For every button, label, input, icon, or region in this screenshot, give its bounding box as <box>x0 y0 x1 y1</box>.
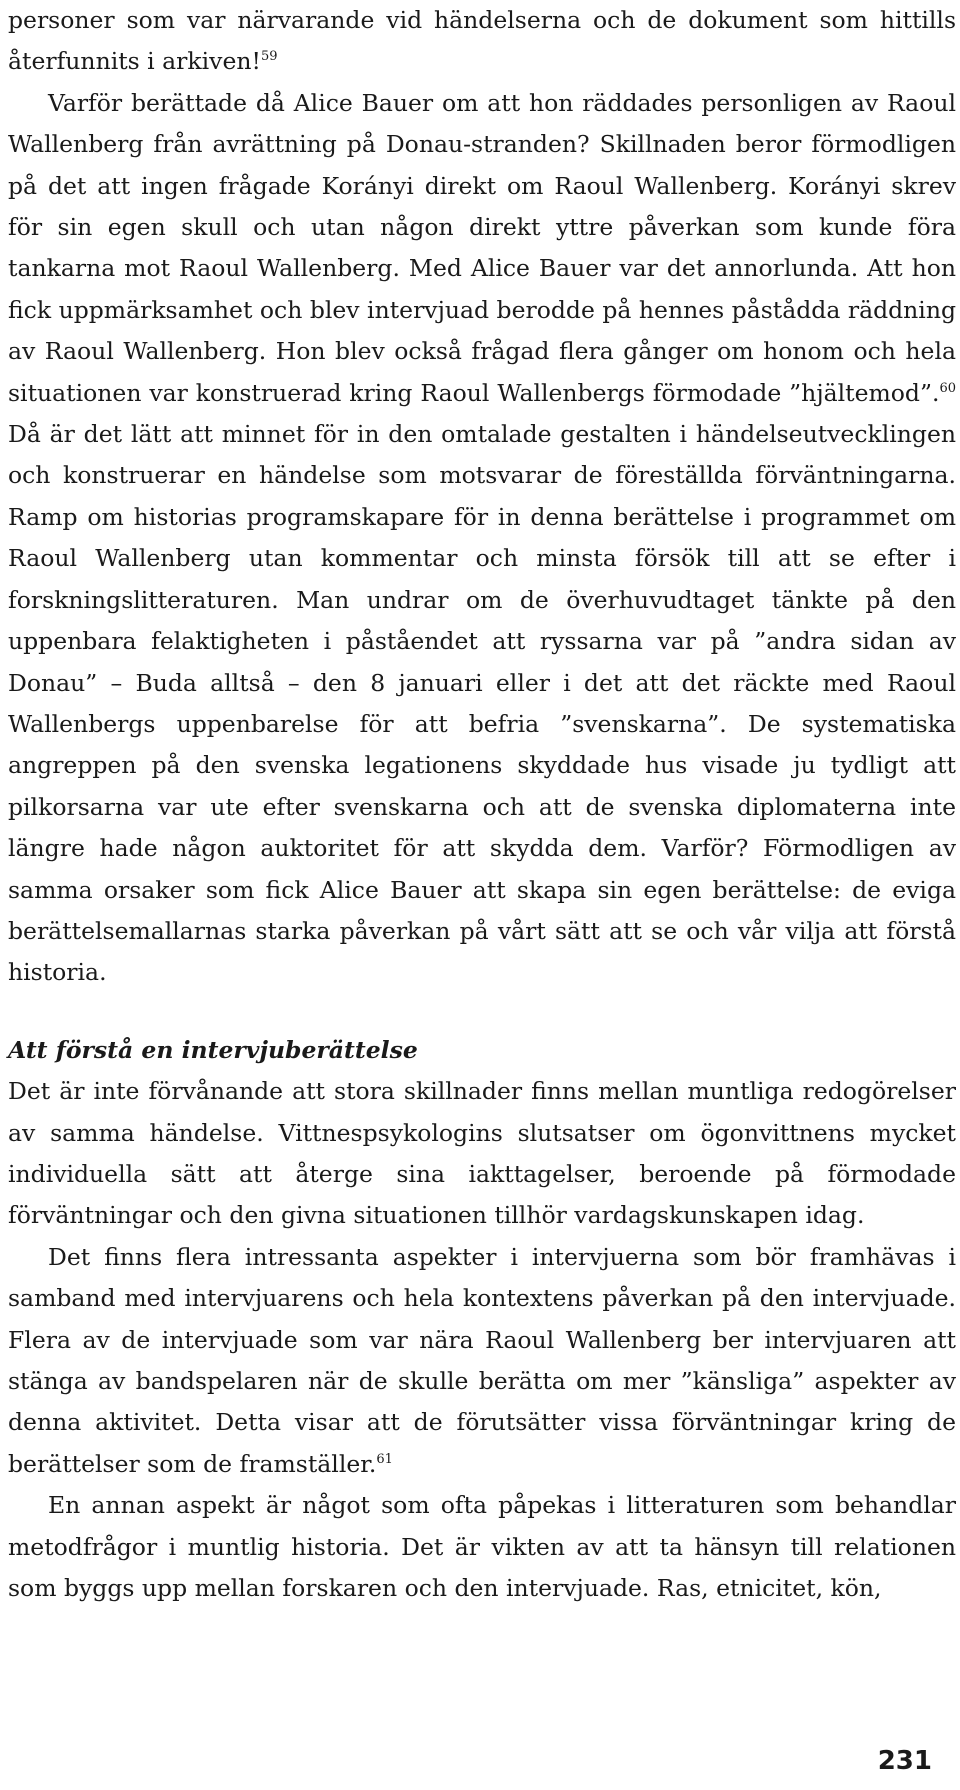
paragraph-differences: Det är inte förvånande att stora skillnader finns mellan muntliga redogörelser av samma händelse. Vittnespsykologins slutsatser om ögonvittnens mycket individuella sätt att återge sina iakttagelser, beroende på förmodade förväntningar och den givna situationen tillhör vardagskunskapen idag. <box>8 1077 956 1230</box>
paragraph-relation: En annan aspekt är något som ofta påpekas i litteraturen som behandlar metodfrågor i muntlig historia. Det är vikten av att ta hänsyn till relationen som byggs upp mellan forskaren och den intervjuade. Ras, etnicitet, kön, <box>8 1491 956 1603</box>
paragraph-aspects <box>8 1237 956 1485</box>
paragraph-text: personer som var närvarande vid händelserna och de dokument som hittills återfunnits i arkiven! <box>8 6 956 76</box>
paragraph-text: Då är det lätt att minnet för in den omtalade gestalten i händelseutvecklingen och konstruerar en händelse som motsvarar de föreställda förväntningarna. Ramp om historias programskapare för in denna berättelse i programmet om Raoul Wallenberg utan kommentar och minsta försök till att se efter i forskningslitteraturen. Man undrar om de överhuvudtaget tänkte på den uppenbara felaktigheten i påståendet att ryssarna var på ”andra sidan av Donau” – Buda alltså – den 8 januari eller i det att det räckte med Raoul Wallenbergs uppenbarelse för att befria ”svenskarna”. De systematiska angreppen på den svenska legationens skyddade hus visade ju tydligt att pilkorsarna var ute efter svenskarna och att de svenska diplomaterna inte längre hade någon auktoritet för att skydda dem. Varför? Förmodligen av samma orsaker som fick Alice Bauer att skapa sin egen berättelse: de eviga berättelsemallarnas starka påverkan på vårt sätt att se och vår vilja att förstå historia. <box>8 420 956 987</box>
paragraph-continuation <box>8 0 956 83</box>
footnote-ref-59[interactable]: 59 <box>260 49 278 65</box>
footnote-ref-60[interactable]: 60 <box>939 380 956 396</box>
page-number: 231 <box>877 1746 932 1776</box>
page-body <box>8 0 956 1609</box>
section-heading: Att förstå en intervjuberättelse <box>8 1035 418 1064</box>
paragraph-text: Varför berättade då Alice Bauer om att hon räddades personligen av Raoul Wallenberg från avrättning på Donau-stranden? Skillnaden beror förmodligen på det att ingen frågade Korányi direkt om Raoul Wallenberg. Korányi skrev för sin egen skull och utan någon direkt yttre påverkan som kunde föra tankarna mot Raoul Wallenberg. Med Alice Bauer var det annorlunda. Att hon fick uppmärksamhet och blev intervjuad berodde på hennes påstådda räddning av Raoul Wallenberg. Hon blev också frågad flera gånger om honom och hela situationen var konstruerad kring Raoul Wallenbergs förmodade ”hjältemod”. <box>8 88 956 407</box>
paragraph-text: Det finns flera intressanta aspekter i intervjuerna som bör framhävas i samband med intervjuarens och hela kontextens påverkan på den intervjuade. Flera av de intervjuade som var nära Raoul Wallenberg ber intervjuaren att stänga av bandspelaren när de skulle berätta om mer ”känsliga” aspekter av denna aktivitet. Detta visar att de förutsätter vissa förväntningar kring de berättelser som de framställer. <box>8 1242 956 1478</box>
footnote-ref-61[interactable]: 61 <box>376 1451 393 1467</box>
paragraph-bauer <box>8 83 956 994</box>
